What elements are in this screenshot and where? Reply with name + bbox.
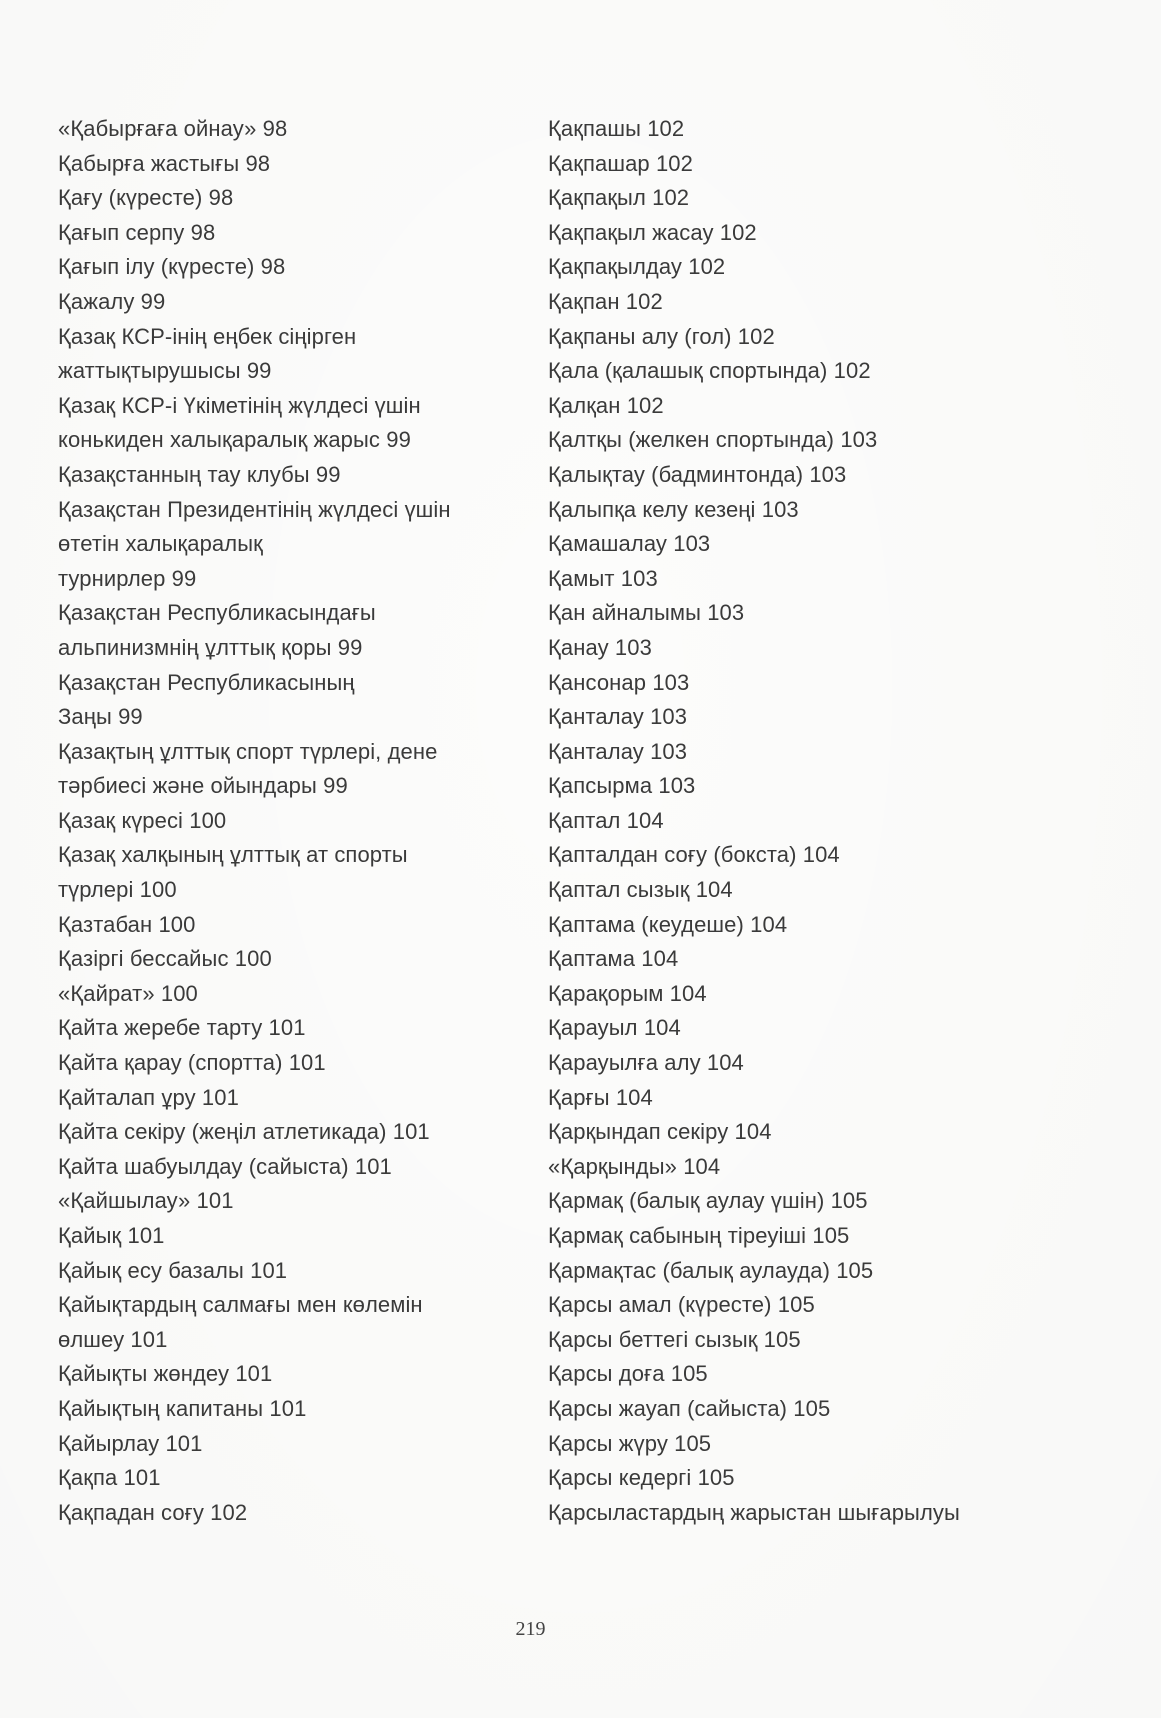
index-column-right [548,112,1048,1530]
index-entry: Қаптал 104 [548,807,664,833]
index-entry: Қанталау 103 [548,704,688,730]
index-entry: Қақпаны алу (гол) 102 [548,323,775,349]
index-entry: Қажалу 99 [58,288,166,314]
index-entry: Қамыт 103 [548,565,658,591]
index-entry: тәрбиесі және ойындары 99 [58,773,348,799]
index-entry: Қайталап ұру 101 [58,1084,239,1110]
index-entry: Қанталау 103 [548,738,688,764]
index-entry: Қайта шабуылдау (сайыста) 101 [58,1153,392,1179]
index-entry: Қағып серпу 98 [58,219,216,245]
index-entry: жаттықтырушысы 99 [58,358,272,384]
index-entry: «Қайшылау» 101 [58,1188,234,1214]
index-entry: өлшеу 101 [58,1326,168,1352]
index-entry: Қалыпқа келу кезеңі 103 [548,496,799,522]
index-entry: Қайық 101 [58,1223,165,1248]
index-entry: Қанау 103 [548,634,652,660]
index-entry: Қайта қарау (спортта) 101 [58,1050,326,1076]
index-entry: Қармақ (балық аулау үшін) 105 [548,1188,868,1214]
index-entry: Қазақ КСР-інің еңбек сіңірген [58,323,357,349]
index-entry: Қаптал сызық 104 [548,877,733,903]
index-entry: Қақпан 102 [548,288,663,314]
index-entry: Қарсы амал (күресте) 105 [548,1292,815,1318]
index-entry: Қабырға жастығы 98 [58,150,271,176]
index-entry: Қарсы жауап (сайыста) 105 [548,1395,831,1421]
index-entry: Қақпадан соғу 102 [58,1499,248,1525]
index-entry: Қазақтың ұлттық спорт түрлері, дене [58,738,438,764]
index-entry: Қалықтау (бадминтонда) 103 [548,461,847,487]
index-entry: Қайырлау 101 [58,1430,203,1456]
index-entry: «Қайрат» 100 [58,980,198,1006]
index-entry: Қапсырма 103 [548,773,696,799]
index-entry: Қазтабан 100 [58,911,196,937]
index-entry: Қамашалау 103 [548,531,711,557]
index-entry: Қазіргі бессайыс 100 [58,946,272,972]
index-entry: Қарсы беттегі сызық 105 [548,1326,801,1352]
index-entry: Қапталдан соғу (бокста) 104 [548,842,840,868]
index-entry: Қарқындап секіру 104 [548,1119,772,1145]
index-entry: Қақпақыл жасау 102 [548,219,757,245]
index-entry: өтетін халықаралық [58,531,263,557]
index-entry: Қазақстан Президентінің жүлдесі үшін [58,496,451,522]
index-entry: Қарсы доға 105 [548,1361,708,1387]
index-entry: Қазақстан Республикасының [58,669,355,695]
index-entry: Қайықты жөндеу 101 [58,1361,273,1387]
index-entry: Қазақстан Республикасындағы [58,600,376,626]
index-entry: Қала (қалашық спортында) 102 [548,358,871,384]
page-number: 219 [515,1618,546,1640]
index-entry: Қазақ КСР-і Үкіметінің жүлдесі үшін [58,392,421,418]
index-entry: Қан айналымы 103 [548,600,745,626]
index-entry: Қазақ күресі 100 [58,807,227,833]
index-entry: Қармақ сабының тіреуіші 105 [548,1223,850,1248]
index-entry: Қарғы 104 [548,1084,653,1110]
index-column-left [58,112,508,1530]
index-entry: Қаптама (кеудеше) 104 [548,911,788,937]
index-entry: Қарсы жүру 105 [548,1430,712,1456]
index-entry: Қарауыл 104 [548,1015,681,1041]
index-entry: «Қабырғаға ойнау» 98 [58,116,288,141]
index-entry: «Қарқынды» 104 [548,1153,721,1179]
index-entry: Заңы 99 [58,704,143,730]
index-entry: Қарауылға алу 104 [548,1050,744,1076]
index-entry: Қағып ілу (күресте) 98 [58,254,286,280]
index-entry: конькиден халықаралық жарыс 99 [58,427,411,453]
index-entry: Қарсы кедергі 105 [548,1465,735,1491]
index-entry: Қақпашы 102 [548,116,685,141]
index-entry: Қарсыластардың жарыстан шығарылуы [548,1499,960,1525]
index-entry: Қазақ халқының ұлттық ат спорты [58,842,408,868]
index-entry: Қақпа 101 [58,1465,161,1491]
index-entry: турнирлер 99 [58,565,197,591]
index-entry: Қалқан 102 [548,392,664,418]
index-entry: Қайық есу базалы 101 [58,1257,288,1283]
index-entry: Қаптама 104 [548,946,679,972]
index-entry: Қайықтың капитаны 101 [58,1395,307,1421]
index-entry: Қақпақыл 102 [548,185,690,211]
index-entry: Қақпақылдау 102 [548,254,726,280]
index-entry: Қармақтас (балық аулауда) 105 [548,1257,874,1283]
index-entry: Қағу (күресте) 98 [58,185,234,211]
index-entry: Қақпашар 102 [548,150,693,176]
index-entry: Қалтқы (желкен спортында) 103 [548,427,878,453]
index-entry: альпинизмнің ұлттық қоры 99 [58,634,363,660]
index-entry: Қайта секіру (жеңіл атлетикада) 101 [58,1119,430,1145]
index-entry: Қайықтардың салмағы мен көлемін [58,1292,423,1318]
index-entry: Қайта жеребе тарту 101 [58,1015,306,1041]
index-entry: түрлері 100 [58,877,177,903]
index-entry: Қансонар 103 [548,669,690,695]
index-entry: Қарақорым 104 [548,980,707,1006]
index-entry: Қазақстанның тау клубы 99 [58,461,341,487]
